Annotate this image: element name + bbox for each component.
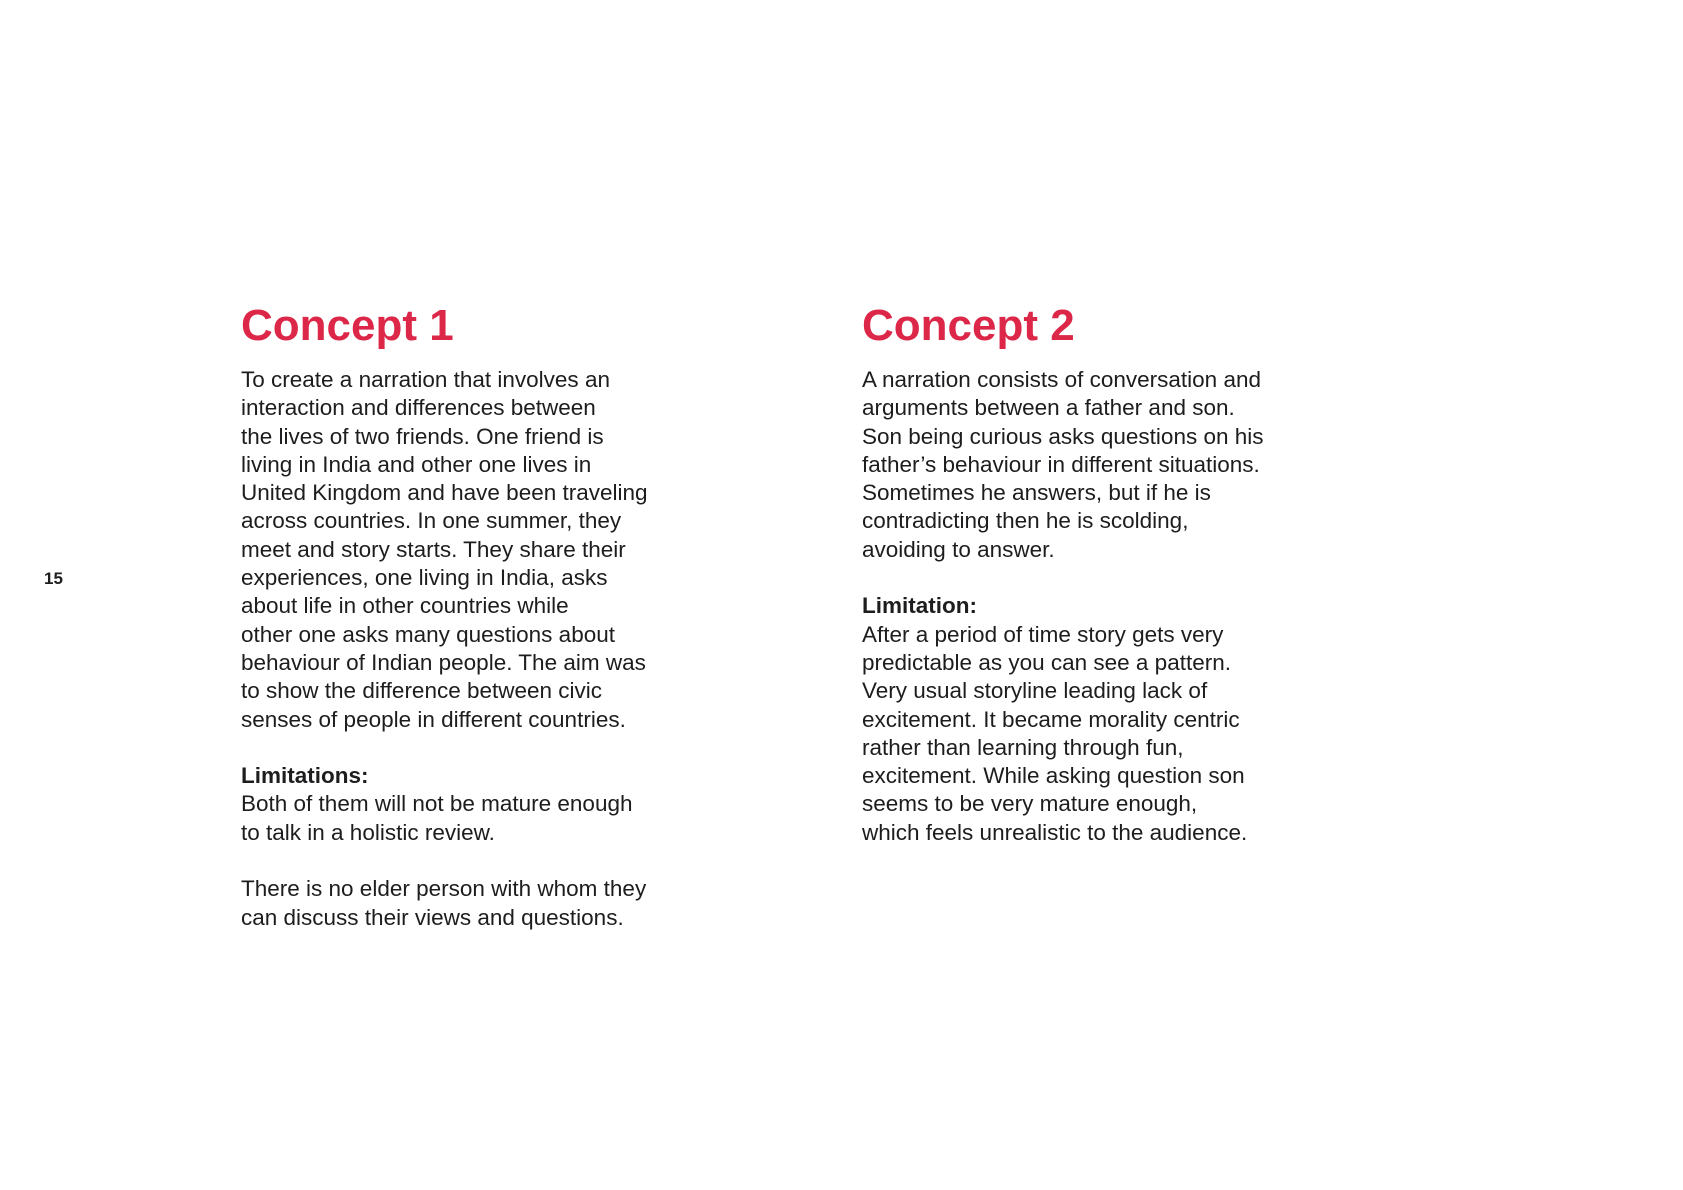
spacer bbox=[241, 847, 711, 875]
concept-1-section bbox=[241, 296, 711, 932]
spacer bbox=[862, 564, 1332, 592]
concept-2-title: Concept 2 bbox=[862, 301, 1075, 350]
concept-1-limitation-2: There is no elder person with whom they can discuss their views and questions. bbox=[241, 876, 647, 930]
concept-2-description: A narration consists of conversation and arguments between a father and son. Son being curious asks questions on his father’s behaviour in different situations. Sometimes he answers, but if he is contradicting then he is scolding, avoiding to answer. bbox=[862, 367, 1264, 562]
page-number: 15 bbox=[44, 569, 63, 588]
concept-2-limitation-heading: Limitation: bbox=[862, 593, 977, 619]
concept-1-title: Concept 1 bbox=[241, 301, 454, 350]
concept-1-description: To create a narration that involves an interaction and differences between the lives of two friends. One friend is living in India and other one lives in United Kingdom and have been traveling across countries. In one summer, they meet and story starts. They share their experiences, one living in India, asks about life in other countries while other one asks many questions about behaviour of Indian people. The aim was to show the difference between civic senses of people in different countries. bbox=[241, 367, 648, 732]
concept-1-limitation-1: Both of them will not be mature enough to talk in a holistic review. bbox=[241, 791, 633, 845]
spacer bbox=[241, 734, 711, 762]
concept-1-limitations-heading: Limitations: bbox=[241, 763, 369, 789]
concept-2-section bbox=[862, 296, 1332, 847]
concept-2-limitation-text: After a period of time story gets very predictable as you can see a pattern. Very usual storyline leading lack of excitement. It became morality centric rather than learning through fun, excitement. While asking question son seems to be very mature enough, which feels unrealistic to the audience. bbox=[862, 621, 1248, 845]
